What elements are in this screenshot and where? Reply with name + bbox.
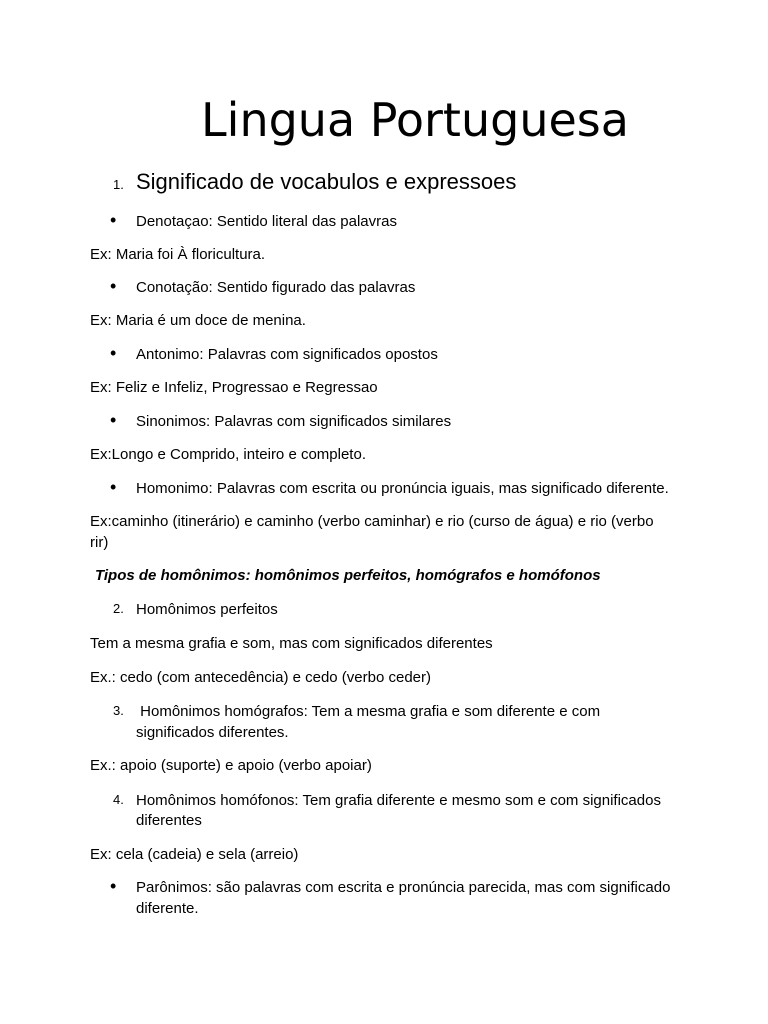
bullet-icon: • (110, 276, 117, 296)
example-perfeitos: Ex.: cedo (com antecedência) e cedo (verbo ceder) (90, 669, 432, 686)
bullet-icon: • (110, 876, 117, 896)
example-homofonos: Ex: cela (cadeia) e sela (arreio) (90, 846, 299, 863)
section-heading: Significado de vocabulos e expressoes (136, 169, 517, 194)
list-number-2: 2. (113, 601, 124, 616)
page-title: Lingua Portuguesa (201, 93, 629, 147)
item-homofonos-line2: diferentes (136, 812, 202, 829)
example-conotacao: Ex: Maria é um doce de menina. (90, 312, 306, 329)
tipos-heading: Tipos de homônimos: homônimos perfeitos, homógrafos e homófonos (95, 567, 601, 584)
item-antonimo: Antonimo: Palavras com significados opostos (136, 346, 438, 363)
example-homonimo-line1: Ex:caminho (itinerário) e caminho (verbo caminhar) e rio (curso de água) e rio (verbo (90, 513, 654, 530)
list-number-4: 4. (113, 792, 124, 807)
list-number-3: 3. (113, 703, 124, 718)
bullet-icon: • (110, 477, 117, 497)
example-homonimo-line2: rir) (90, 534, 109, 551)
example-homografos: Ex.: apoio (suporte) e apoio (verbo apoiar) (90, 757, 372, 774)
bullet-icon: • (110, 343, 117, 363)
item-paronimos-line1: Parônimos: são palavras com escrita e pronúncia parecida, mas com significado (136, 879, 671, 896)
desc-perfeitos: Tem a mesma grafia e som, mas com significados diferentes (90, 635, 493, 652)
bullet-icon: • (110, 210, 117, 230)
item-homonimos-perfeitos: Homônimos perfeitos (136, 601, 278, 618)
example-denotacao: Ex: Maria foi À floricultura. (90, 246, 266, 263)
item-homofonos-line1: Homônimos homófonos: Tem grafia diferente e mesmo som e com significados (136, 792, 661, 809)
item-paronimos-line2: diferente. (136, 900, 199, 917)
item-homografos-line1: Homônimos homógrafos: Tem a mesma grafia e som diferente e com (136, 703, 601, 720)
bullet-icon: • (110, 410, 117, 430)
example-sinonimos: Ex:Longo e Comprido, inteiro e completo. (90, 446, 366, 463)
item-homografos-line2: significados diferentes. (136, 724, 289, 741)
item-denotacao: Denotaçao: Sentido literal das palavras (136, 213, 397, 230)
item-sinonimos: Sinonimos: Palavras com significados similares (136, 413, 452, 430)
item-conotacao: Conotação: Sentido figurado das palavras (136, 279, 416, 296)
list-number-1: 1. (113, 177, 124, 192)
example-antonimo: Ex: Feliz e Infeliz, Progressao e Regressao (90, 379, 378, 396)
item-homonimo: Homonimo: Palavras com escrita ou pronúncia iguais, mas significado diferente. (136, 480, 669, 497)
